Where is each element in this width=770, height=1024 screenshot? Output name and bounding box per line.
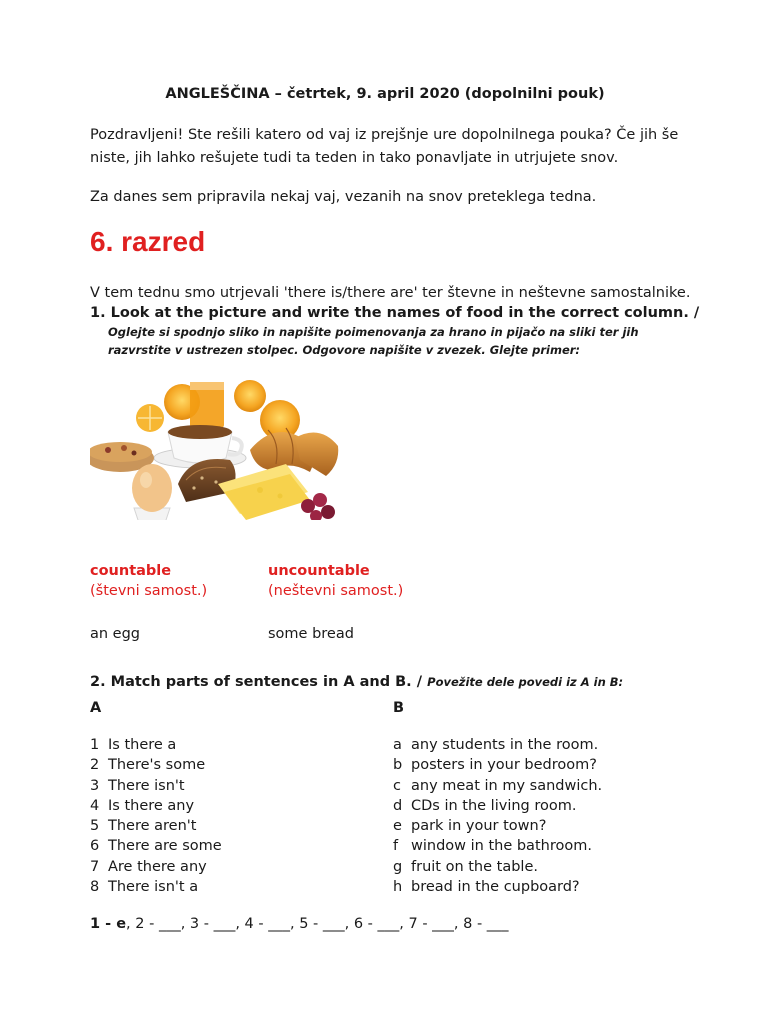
task1-instruction-line-1: Oglejte si spodnjo sliko in napišite poimenovanja za hrano in pijačo na sliki ter jih: [108, 325, 639, 339]
list-item: b posters in your bedroom?: [393, 757, 597, 774]
task1-instruction-line-2: razvrstite v ustrezen stolpec. Odgovore napišite v zvezek. Glejte primer:: [108, 343, 581, 357]
breakfast-food-image: [90, 380, 340, 532]
column-a-list: [90, 735, 222, 897]
column-b-label: B: [393, 700, 405, 716]
grade-heading: 6. razred: [90, 226, 206, 257]
list-item: 3 There isn't: [90, 777, 185, 794]
answer-line: [90, 916, 509, 932]
intro-line-1: Pozdravljeni! Ste rešili katero od vaj iz prejšnje ure dopolnilnega pouka? Če jih še: [90, 127, 679, 143]
list-item: 1 Is there a: [90, 737, 177, 753]
task2-title-row: [90, 671, 623, 690]
list-item: 8 There isn't a: [90, 879, 199, 896]
list-item: 5 There aren't: [90, 818, 197, 835]
task2-instruction: Povežite dele povedi iz A in B:: [427, 675, 624, 689]
list-item: f window in the bathroom.: [393, 838, 592, 855]
list-item: d CDs in the living room.: [393, 797, 577, 814]
answer-blanks: , 2 - ___, 3 - ___, 4 - ___, 5 - ___, 6 - ___, 7 - ___, 8 - ___: [126, 916, 509, 932]
breakfast-illustration: [90, 380, 340, 532]
task2-title: 2. Match parts of sentences in A and B. /: [90, 674, 423, 690]
countable-subheading: (števni samost.): [90, 583, 208, 599]
countable-heading: countable: [90, 563, 172, 579]
column-b-list: [393, 735, 602, 897]
page-title: ANGLEŠČINA – četrtek, 9. april 2020 (dopolnilni pouk): [165, 86, 605, 102]
list-item: h bread in the cupboard?: [393, 879, 580, 896]
list-item: g fruit on the table.: [393, 858, 538, 875]
list-item: 4 Is there any: [90, 797, 195, 814]
intro-line-3: Za danes sem pripravila nekaj vaj, vezanih na snov preteklega tedna.: [90, 189, 597, 205]
list-item: a any students in the room.: [393, 737, 599, 753]
intro-line-2: niste, jih lahko rešujete tudi ta teden in tako ponavljate in utrjujete snov.: [90, 150, 619, 166]
list-item: c any meat in my sandwich.: [393, 777, 603, 794]
uncountable-example: some bread: [268, 626, 354, 642]
column-a-label: A: [90, 700, 102, 716]
list-item: e park in your town?: [393, 818, 547, 835]
answer-example: 1 - e: [90, 916, 127, 932]
task1-title: 1. Look at the picture and write the names of food in the correct column. /: [90, 305, 700, 321]
list-item: 7 Are there any: [90, 858, 207, 875]
list-item: 2 There's some: [90, 757, 206, 774]
uncountable-subheading: (neštevni samost.): [268, 583, 404, 599]
uncountable-heading: uncountable: [268, 563, 370, 579]
list-item: 6 There are some: [90, 838, 222, 855]
section-summary: V tem tednu smo utrjevali 'there is/there are' ter števne in neštevne samostalnike.: [90, 285, 691, 301]
countable-example: an egg: [90, 626, 141, 642]
